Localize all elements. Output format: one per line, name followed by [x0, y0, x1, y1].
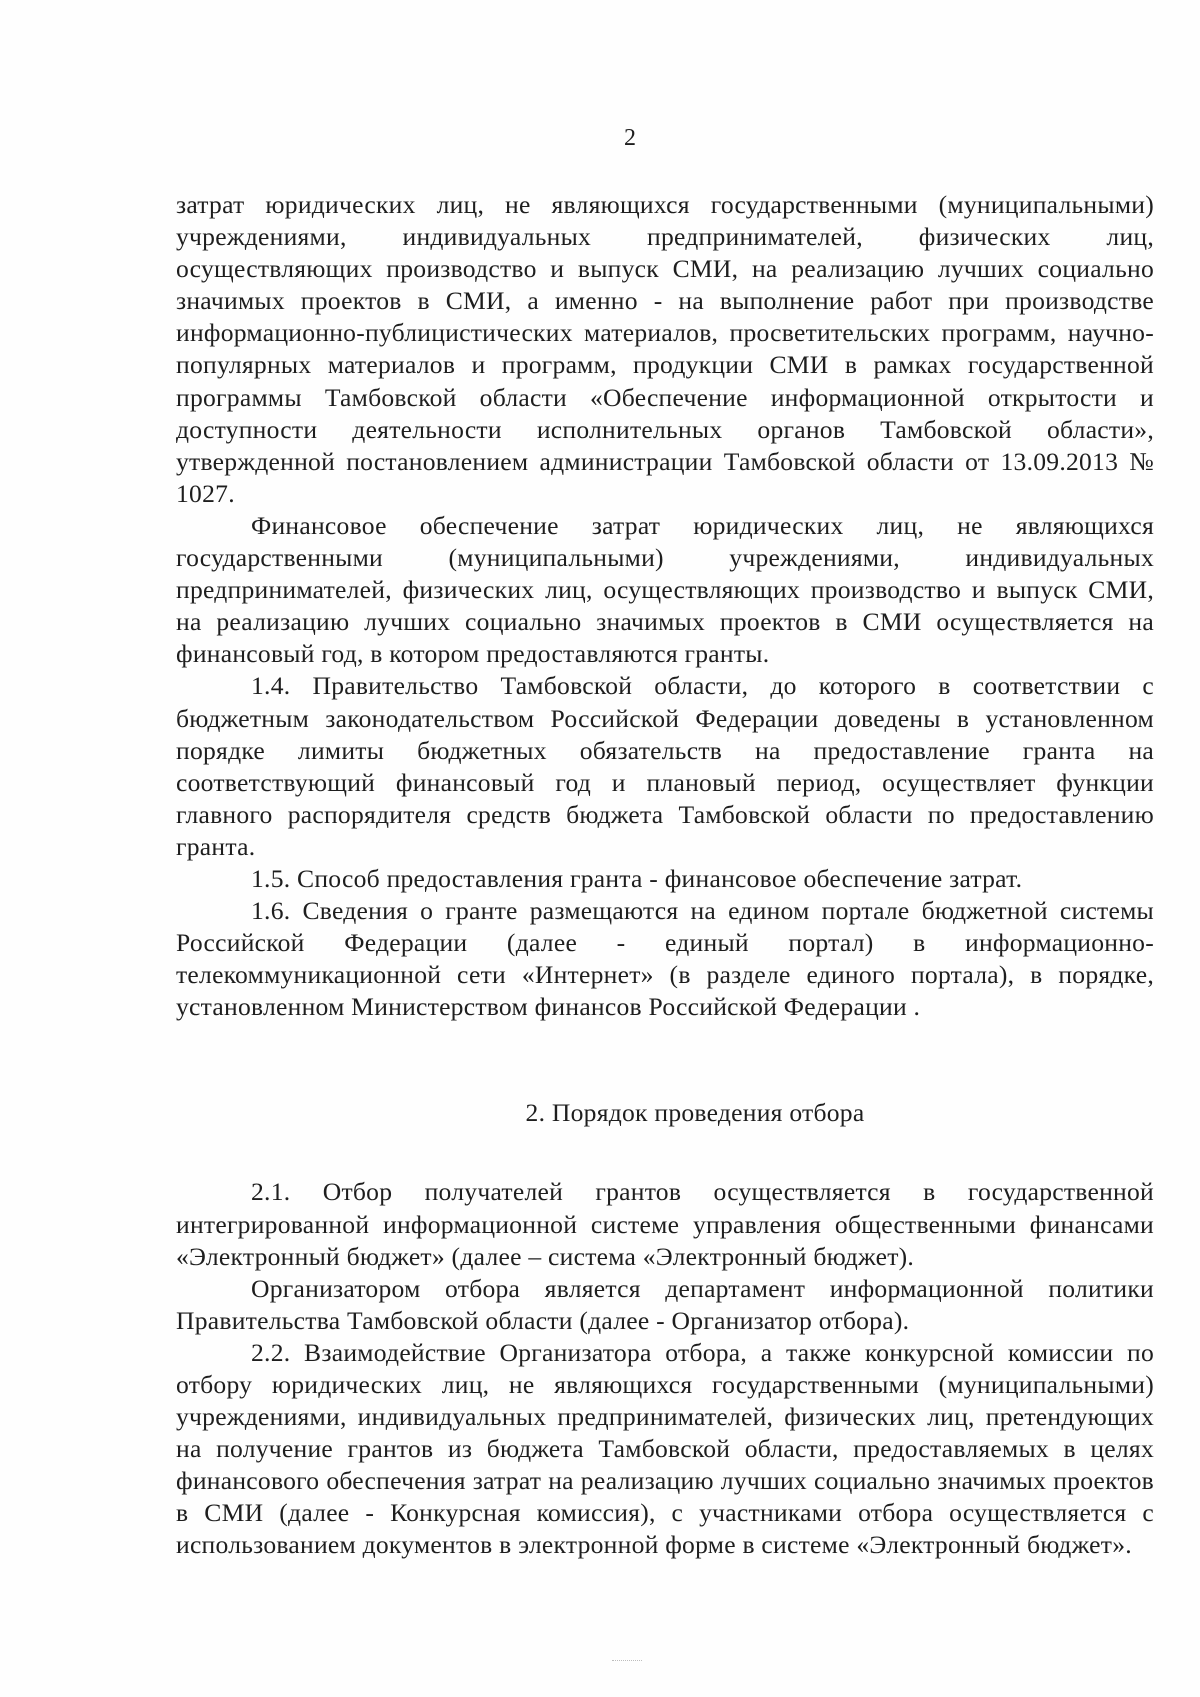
paragraph-2-1: 2.1. Отбор получателей грантов осуществляется в государственной интегрированной информационной системе управления общественными финансами «Электронный бюджет» (далее – система «Электронный бюджет).	[176, 1177, 1154, 1271]
paragraph-organizer: Организатором отбора является департамент информационной политики Правительства Тамбовской области (далее - Организатор отбора).	[176, 1273, 1154, 1335]
paragraph-2-2: 2.2. Взаимодействие Организатора отбора, а также конкурсной комиссии по отбору юридических лиц, не являющихся государственными (муниципальными) учреждениями, индивидуальных предпринимателей, физических лиц, претендующих на получение грантов из бюджета Тамбовской области, предоставляемых в целях финансового обеспечения затрат на реализацию лучших социально значимых проектов в СМИ (далее - Конкурсная комиссия), с участниками отбора осуществляется с использованием документов в электронной форме в системе «Электронный бюджет».	[176, 1337, 1154, 1560]
document-body	[176, 189, 1154, 1562]
page-number: 2	[624, 125, 636, 151]
paragraph-1-4: 1.4. Правительство Тамбовской области, до которого в соответствии с бюджетным законодательством Российской Федерации доведены в установленном порядке лимиты бюджетных обязательств на предоставление гранта на соответствующий финансовый год и плановый период, осуществляет функции главного распорядителя средств бюджета Тамбовской области по предоставлению гранта.	[176, 671, 1154, 861]
paragraph-1-5: 1.5. Способ предоставления гранта - финансовое обеспечение затрат.	[251, 863, 1023, 893]
spacer	[176, 1023, 1154, 1097]
paragraph-1-6: 1.6. Сведения о гранте размещаются на едином портале бюджетной системы Российской Федерации (далее - единый портал) в информационно-телекоммуникационной сети «Интернет» (в разделе единого портала), в порядке, установленном Министерством финансов Российской Федерации .	[176, 896, 1154, 1022]
spacer	[176, 1129, 1154, 1176]
paragraph-financing: Финансовое обеспечение затрат юридических лиц, не являющихся государственными (муниципальными) учреждениями, индивидуальных предпринимателей, физических лиц, осуществляющих производство и выпуск СМИ, на реализацию лучших социально значимых проектов в СМИ осуществляется на финансовый год, в котором предоставляются гранты.	[176, 510, 1154, 669]
paragraph-intro-continuation: затрат юридических лиц, не являющихся государственными (муниципальными) учреждениями, индивидуальных предпринимателей, физических лиц, осуществляющих производство и выпуск СМИ, на реализацию лучших социально значимых проектов в СМИ, а именно - на выполнение работ при производстве информационно-публицистических материалов, просветительских программ, научно-популярных материалов и программ, продукции СМИ в рамках государственной программы Тамбовской области «Обеспечение информационной открытости и доступности деятельности исполнительных органов Тамбовской области», утвержденной постановлением администрации Тамбовской области от 13.09.2013 № 1027.	[176, 190, 1154, 508]
section-2-heading: 2. Порядок проведения отбора	[525, 1098, 865, 1128]
scan-artifact	[612, 1660, 642, 1665]
